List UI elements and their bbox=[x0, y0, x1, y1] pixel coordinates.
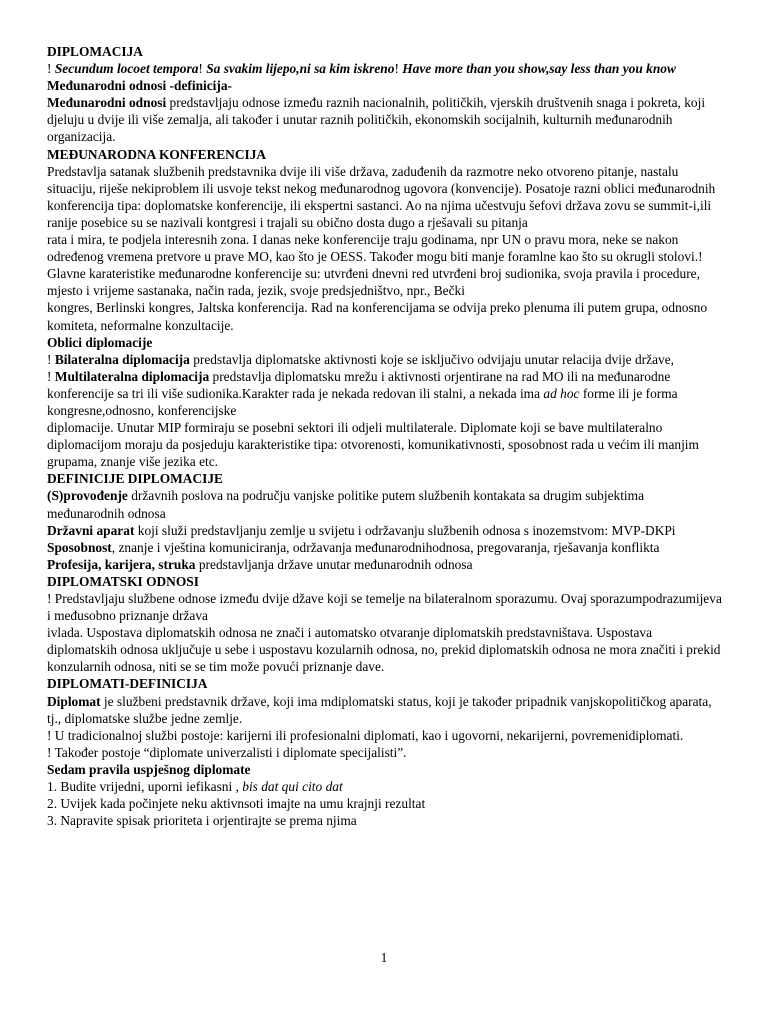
heading-forms: Oblici diplomacije bbox=[47, 334, 153, 350]
heading-mo-definition: Međunarodni odnosi -definicija- bbox=[47, 78, 233, 94]
definition-3 bbox=[47, 539, 723, 556]
definition-4 bbox=[47, 556, 723, 573]
bullet: ! bbox=[394, 61, 403, 77]
paragraph-diplomat-3: ! Također postoje “diplomate univerzalisti i diplomate specijalisti”. bbox=[47, 744, 407, 760]
text: koji služi predstavljanju zemlje u svijetu i održavanju službenih odnosa s inozemstvom: MVP-DKPi bbox=[134, 522, 676, 538]
term: Multilateralna diplomacija bbox=[54, 368, 210, 384]
definition-2 bbox=[47, 522, 723, 539]
document-body bbox=[47, 43, 723, 829]
text: , znanje i vještina komuniciranja, održavanja međunarodnihodnosa, pregovaranja, rješavanja konflikta bbox=[111, 539, 660, 555]
text: predstavlja diplomatske aktivnosti koje se isključivo odvijaju unutar relacija dvije države, bbox=[189, 351, 675, 367]
text: državnih poslova na području vanjske politike putem službenih kontakata sa drugim subjektima međunarodnih odnosa bbox=[47, 488, 645, 521]
motto-2: Sa svakim lijepo,ni sa kim iskreno bbox=[206, 61, 395, 77]
term: Profesija, karijera, struka bbox=[47, 556, 196, 572]
rule-3: 3. Napravite spisak prioriteta i orjentirajte se prema njima bbox=[47, 813, 357, 829]
paragraph-relations-1: ! Predstavljaju službene odnose između dvije džave koji se temelje na bilateralnom sporazumu. Ovaj sporazumpodrazumijeva i međusobno priznanje država bbox=[47, 591, 722, 624]
term: Međunarodni odnosi bbox=[47, 95, 167, 111]
text: predstavljanja države unutar međunarodnih odnosa bbox=[195, 556, 473, 572]
term: (S)provođenje bbox=[47, 488, 128, 504]
italic-term: ad hoc bbox=[543, 385, 580, 401]
motto-3: Have more than you show,say less than you know bbox=[402, 61, 676, 77]
page-number: 1 bbox=[380, 950, 388, 965]
heading-diplomats-definition: DIPLOMATI-DEFINICIJA bbox=[47, 676, 208, 692]
heading-conference: MEĐUNARODNA KONFERENCIJA bbox=[47, 146, 267, 162]
text: predstavlja diplomatsku mrežu i aktivnosti orjentirane na rad MO ili na međunarodne konferencije sa tri ili više sudionika.Karakter rada je nekada redovan ili stalni, a nekada ima bbox=[47, 368, 671, 401]
italic-term: bis dat qui cito dat bbox=[242, 779, 343, 795]
paragraph-diplomat bbox=[47, 693, 723, 727]
paragraph-diplomat-2: ! U tradicionalnoj službi postoje: karijerni ili profesionalni diplomati, kao i ugovorni, nekarijerni, povremenidiplomati. bbox=[47, 727, 684, 743]
paragraph-bilateral bbox=[47, 351, 723, 368]
intro-mottos bbox=[47, 60, 723, 77]
definition-1 bbox=[47, 487, 723, 521]
bullet: ! bbox=[47, 61, 55, 77]
text: predstavljaju odnose između raznih nacionalnih, političkih, vjerskih društvenih snaga i pokreta, koji djeluju u dvije ili više zemalja, ali također i unutar raznih političkih, ekonomskih socijalnih, kulturnih međunarodnih organizacija. bbox=[47, 95, 706, 145]
paragraph-conference-3: kongres, Berlinski kongres, Jaltska konferencija. Rad na konferencijama se odvija preko plenuma ili putem grupa, odnosno komiteta, neformalne konzultacije. bbox=[47, 300, 708, 333]
term: Bilateralna diplomacija bbox=[54, 351, 190, 367]
text: je službeni predstavnik države, koji ima mdiplomatski status, koji je također pripadnik vanjskopolitičkog aparata, tj., diplomatske službe jedne zemlje. bbox=[47, 693, 712, 726]
paragraph-conference-2: rata i mira, te podjela interesnih zona. I danas neke konferencije traju godinama, npr UN o pravu mora, neke se nakon određenog vremena pretvore u prave MO, kao što je OESS. Također mogu biti manje foramlne kao što su okrugli stolovi.! Glavne karateristike međunarodne konferencije su: utvrđeni dnevni red utvrđeni broj sudionika, svoja pravila i procedure, mjesto i vrijeme sastanaka, način rada, jezik, svoje predsjedništvo, npr., Bečki bbox=[47, 232, 703, 299]
term: Sposobnost bbox=[47, 539, 112, 555]
bullet: ! bbox=[198, 61, 207, 77]
paragraph-mo-definition bbox=[47, 94, 723, 145]
heading-seven-rules: Sedam pravila uspješnog diplomate bbox=[47, 761, 251, 777]
motto-1: Secundum locoet tempora bbox=[54, 61, 199, 77]
paragraph-conference-1: Predstavlja satanak službenih predstavnika dvije ili više država, zaduđenih da razmotre neko otvoreno pitanje, nastalu situaciju, riješe nekiproblem ili usvoje tekst nekog međunarodnog ugovora (konvencije). Posatoje razni oblici međunarodnih konferencija tipa: doplomatske konferencije, ili ekspertni sastanci. Ao na njima učestvuju šefovi država zovu se summit-i,ili ranije posebice su se nazivali kontgresi i trajali su obično dosta dugo a rješavali su pitanja bbox=[47, 163, 716, 230]
bullet: ! bbox=[47, 368, 55, 384]
term: Diplomat bbox=[47, 693, 101, 709]
paragraph-multilateral bbox=[47, 368, 723, 419]
rule-1 bbox=[47, 778, 723, 795]
heading-diplomatic-relations: DIPLOMATSKI ODNOSI bbox=[47, 573, 199, 589]
text: 1. Budite vrijedni, uporni iefikasni , bbox=[47, 779, 243, 795]
term: Državni aparat bbox=[47, 522, 135, 538]
rule-2: 2. Uvijek kada počinjete neku aktivnsoti imajte na umu krajnji rezultat bbox=[47, 796, 426, 812]
doc-title: DIPLOMACIJA bbox=[47, 44, 143, 59]
paragraph-relations-2: ivlada. Uspostava diplomatskih odnosa ne znači i automatsko otvaranje diplomatskih predstavništava. Uspostava diplomatskih odnosa uključuje u sebe i uspostavu kozularnih odnosa, no, prekid diplomatskih odnosa ne mora značiti i prekid konzularnih odnosa, niti se se tim može povući priznanje dave. bbox=[47, 625, 721, 675]
text: forme ili je forma kongresne,odnosno, konferencijske bbox=[47, 385, 678, 418]
paragraph-multilateral-2: diplomacije. Unutar MIP formiraju se posebni sektori ili odjeli multilaterale. Diplomate koji se bave multilateralno diplomacijom moraju da posjeduju karakteristike tipa: otvorenosti, komunikativnosti, sposobnost rada u većim ili manjim grupama, znanje više jezika etc. bbox=[47, 420, 699, 470]
bullet: ! bbox=[47, 351, 55, 367]
heading-definitions: DEFINICIJE DIPLOMACIJE bbox=[47, 471, 223, 487]
